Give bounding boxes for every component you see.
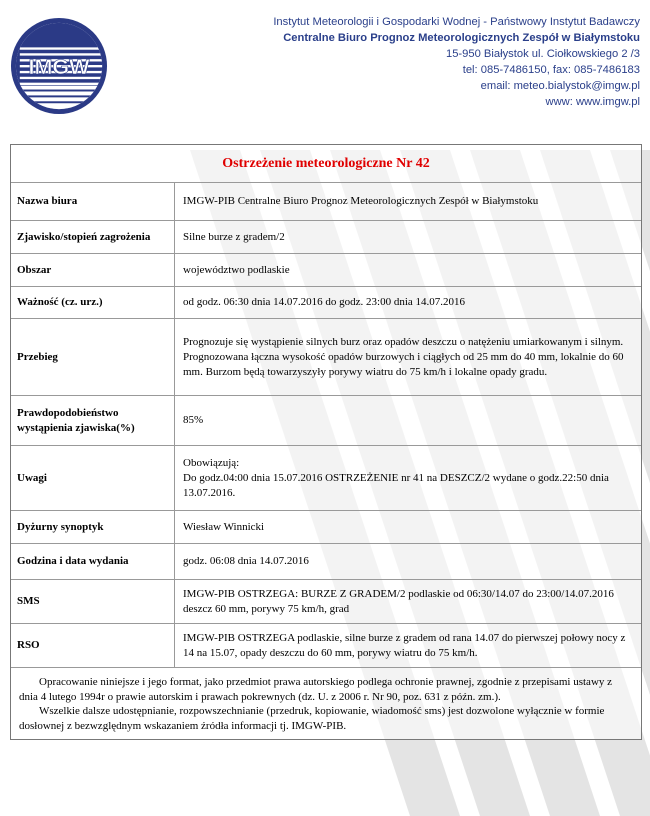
label-synoptyk: Dyżurny synoptyk: [11, 511, 175, 543]
value-wydanie: godz. 06:08 dnia 14.07.2016: [183, 555, 309, 567]
value-sms: IMGW-PIB OSTRZEGA: BURZE Z GRADEM/2 podlaskie od 06:30/14.07 do 23:00/14.07.2016 deszcz 60 mm, porywy 75 km/h, grad: [183, 587, 614, 615]
title-row: [11, 145, 641, 183]
svg-text:IMGW: IMGW: [28, 53, 90, 79]
warning-table: [10, 144, 642, 740]
header: [0, 0, 650, 130]
value-rso: IMGW-PIB OSTRZEGA podlaskie, silne burze z gradem od rana 14.07 do pierwszej połowy nocy z 14 na 15.07, opady deszczu do 60 mm, porywy wiatru do 75 km/h.: [183, 631, 626, 659]
value-obszar: województwo podlaskie: [183, 263, 290, 276]
row-zjawisko: [11, 221, 641, 254]
bureau-name: Centralne Biuro Prognoz Meteorologicznych Zespół w Białymstoku: [283, 32, 640, 44]
value-uwagi-text: Do godz.04:00 dnia 15.07.2016 OSTRZEŻENIE nr 41 na DESZCZ/2 wydane o godz.22:50 dnia 13.07.2016.: [183, 471, 609, 499]
phone: tel: 085-7486150, fax: 085-7486183: [462, 64, 640, 76]
value-zjawisko: Silne burze z gradem/2: [183, 230, 285, 243]
label-obszar: Obszar: [11, 254, 175, 286]
label-sms: SMS: [11, 580, 175, 623]
label-prawdopodobienstwo-2: wystąpienia zjawiska(%): [17, 421, 135, 434]
label-zjawisko: Zjawisko/stopień zagrożenia: [11, 221, 175, 253]
row-waznosc: [11, 287, 641, 319]
row-biuro: [11, 183, 641, 221]
label-uwagi: Uwagi: [11, 446, 175, 510]
row-rso: [11, 624, 641, 668]
label-waznosc: Ważność (cz. urz.): [11, 287, 175, 318]
email[interactable]: email: meteo.bialystok@imgw.pl: [480, 80, 640, 92]
institute-name: Instytut Meteorologii i Gospodarki Wodnej - Państwowy Instytut Badawczy: [273, 16, 640, 28]
value-synoptyk: Wiesław Winnicki: [183, 520, 265, 533]
warning-title: Ostrzeżenie meteorologiczne Nr 42: [222, 155, 430, 171]
row-przebieg: [11, 319, 641, 396]
value-uwagi-heading: Obowiązują:: [183, 456, 240, 469]
label-rso: RSO: [11, 624, 175, 667]
copyright-paragraph-1: Opracowanie niniejsze i jego format, jako przedmiot prawa autorskiego podlega ochronie prawnej, zgodnie z przepisami ustawy z dnia 4 lutego 1994r o prawie autorskim i prawach pokrewnych (dz. U. z 2006 r. Nr 90, poz. 631 z późn. zm.).: [19, 676, 613, 703]
website[interactable]: www: www.imgw.pl: [545, 96, 640, 108]
value-biuro: IMGW-PIB Centralne Biuro Prognoz Meteorologicznych Zespół w Białymstoku: [183, 195, 539, 207]
row-synoptyk: [11, 511, 641, 544]
row-sms: [11, 580, 641, 624]
value-przebieg: Prognozuje się wystąpienie silnych burz oraz opadów deszczu o natężeniu umiarkowanym i silnym. Prognozowana łączna wysokość opadów burzowych i ciągłych od 25 mm do 40 mm, lokalnie do 60 mm. Burzom będą towarzyszyły porywy wiatru do 75 km/h i lokalne opady gradu.: [183, 335, 624, 378]
copyright-paragraph-2: Wszelkie dalsze udostępnianie, rozpowszechnianie (przedruk, kopiowanie, wiadomość sms) jest dozwolone wyłącznie w formie dosłownej z bezwzględnym wskazaniem źródła informacji tj. IMGW-PIB.: [19, 705, 605, 732]
header-contact: [273, 14, 640, 110]
label-biuro: Nazwa biura: [11, 183, 175, 220]
value-waznosc: od godz. 06:30 dnia 14.07.2016 do godz. 23:00 dnia 14.07.2016: [183, 296, 466, 308]
label-przebieg: Przebieg: [11, 319, 175, 395]
label-prawdopodobienstwo: [11, 396, 175, 445]
address: 15-950 Białystok ul. Ciołkowskiego 2 /3: [445, 48, 640, 60]
label-prawdopodobienstwo-1: Prawdopodobieństwo: [17, 406, 119, 419]
value-uwagi: [175, 446, 641, 510]
imgw-logo: [10, 17, 108, 115]
copyright-notice: [11, 668, 641, 739]
row-prawdopodobienstwo: [11, 396, 641, 446]
value-prawdopodobienstwo: 85%: [183, 414, 204, 426]
row-obszar: [11, 254, 641, 287]
row-wydanie: [11, 544, 641, 580]
label-wydanie: Godzina i data wydania: [11, 544, 175, 579]
row-uwagi: [11, 446, 641, 511]
